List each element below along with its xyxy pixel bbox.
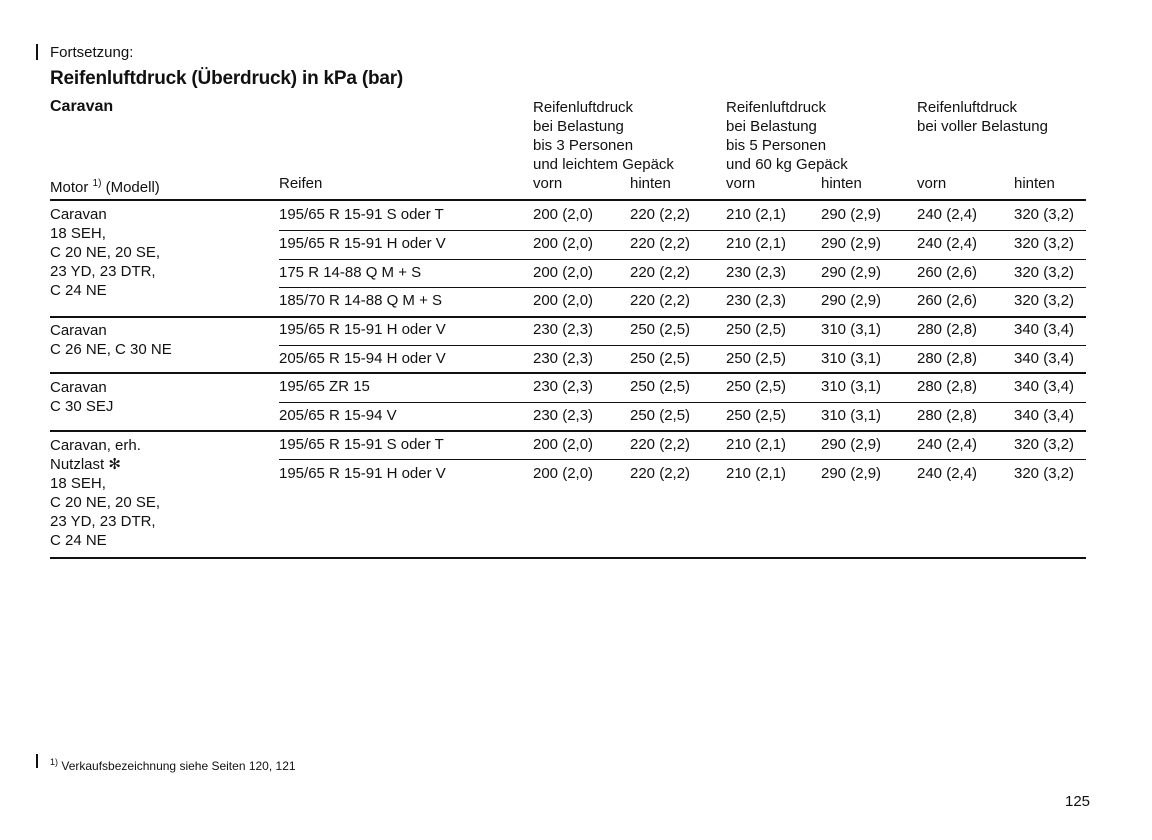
cell-hinten-3: 340 (3,4) [1014,350,1075,367]
page-title: Reifenluftdruck (Überdruck) in kPa (bar) [50,68,404,89]
model-group-3: Caravan C 30 SEJ [50,379,114,415]
column-header-motor [50,174,160,197]
cell-hinten-3: 340 (3,4) [1014,321,1075,338]
cell-hinten-3: 320 (3,2) [1014,292,1075,309]
cell-tire: 185/70 R 14-88 Q M + S [279,292,443,309]
cell-hinten-2: 290 (2,9) [821,436,882,453]
cell-hinten-3: 340 (3,4) [1014,407,1075,424]
cell-hinten-3: 320 (3,2) [1014,264,1075,281]
row-divider [279,345,1086,346]
margin-marker-bottom [36,754,38,768]
group-divider [50,316,1086,318]
cell-hinten-3: 340 (3,4) [1014,378,1075,395]
cell-hinten-2: 290 (2,9) [821,292,882,309]
cell-tire: 195/65 R 15-91 S oder T [279,436,444,453]
column-header-vorn-1: vorn [533,175,563,192]
cell-hinten-2: 310 (3,1) [821,407,882,424]
cell-vorn-3: 280 (2,8) [917,350,978,367]
footnote-mark: 1) [50,757,59,767]
cell-vorn-3: 240 (2,4) [917,206,978,223]
column-header-hinten-2: hinten [821,175,862,192]
cell-vorn-1: 230 (2,3) [533,378,594,395]
row-divider [279,259,1086,260]
cell-tire: 205/65 R 15-94 V [279,407,397,424]
cell-hinten-1: 220 (2,2) [630,292,691,309]
motor-footnote-ref: 1) [92,178,102,189]
cell-vorn-1: 230 (2,3) [533,321,594,338]
cell-hinten-1: 220 (2,2) [630,436,691,453]
column-header-hinten-3: hinten [1014,175,1055,192]
footnote [50,757,296,773]
cell-vorn-1: 200 (2,0) [533,206,594,223]
cell-tire: 195/65 R 15-91 H oder V [279,235,446,252]
cell-vorn-1: 200 (2,0) [533,465,594,482]
cell-hinten-1: 220 (2,2) [630,235,691,252]
group-header-5-persons: Reifenluftdruck bei Belastung bis 5 Personen und 60 kg Gepäck [726,99,848,173]
cell-hinten-2: 310 (3,1) [821,378,882,395]
cell-tire: 195/65 R 15-91 S oder T [279,206,444,223]
cell-hinten-2: 290 (2,9) [821,235,882,252]
row-divider [279,459,1086,460]
cell-tire: 195/65 R 15-91 H oder V [279,465,446,482]
cell-hinten-2: 290 (2,9) [821,465,882,482]
column-header-hinten-1: hinten [630,175,671,192]
cell-vorn-2: 210 (2,1) [726,436,787,453]
cell-tire: 175 R 14-88 Q M + S [279,264,422,281]
cell-vorn-3: 280 (2,8) [917,378,978,395]
footnote-text: Verkaufsbezeichnung siehe Seiten 120, 121 [61,759,296,773]
cell-vorn-3: 260 (2,6) [917,292,978,309]
page-number: 125 [1065,793,1091,810]
motor-suffix: (Modell) [105,179,160,196]
cell-vorn-1: 200 (2,0) [533,235,594,252]
model-group-2: Caravan C 26 NE, C 30 NE [50,322,172,358]
cell-vorn-1: 200 (2,0) [533,264,594,281]
group-divider [50,372,1086,374]
cell-vorn-1: 230 (2,3) [533,407,594,424]
cell-hinten-1: 250 (2,5) [630,350,691,367]
header-rule [50,199,1086,201]
cell-vorn-2: 250 (2,5) [726,350,787,367]
cell-vorn-2: 250 (2,5) [726,321,787,338]
cell-vorn-2: 230 (2,3) [726,264,787,281]
column-header-vorn-2: vorn [726,175,756,192]
cell-tire: 195/65 ZR 15 [279,378,370,395]
cell-vorn-1: 230 (2,3) [533,350,594,367]
cell-vorn-3: 280 (2,8) [917,321,978,338]
cell-vorn-2: 210 (2,1) [726,465,787,482]
cell-vorn-3: 240 (2,4) [917,235,978,252]
cell-hinten-2: 290 (2,9) [821,206,882,223]
section-title: Caravan [50,98,114,115]
continued-label: Fortsetzung: [50,44,134,61]
cell-hinten-1: 220 (2,2) [630,465,691,482]
cell-hinten-2: 310 (3,1) [821,350,882,367]
cell-tire: 195/65 R 15-91 H oder V [279,321,446,338]
model-group-1: Caravan 18 SEH, C 20 NE, 20 SE, 23 YD, 23 DTR, C 24 NE [50,206,161,299]
cell-vorn-2: 250 (2,5) [726,407,787,424]
cell-hinten-1: 220 (2,2) [630,264,691,281]
cell-vorn-1: 200 (2,0) [533,292,594,309]
row-divider [279,287,1086,288]
cell-tire: 205/65 R 15-94 H oder V [279,350,446,367]
cell-hinten-2: 310 (3,1) [821,321,882,338]
group-divider [50,430,1086,432]
cell-hinten-3: 320 (3,2) [1014,206,1075,223]
cell-vorn-3: 280 (2,8) [917,407,978,424]
cell-hinten-1: 250 (2,5) [630,407,691,424]
table-bottom-rule [50,557,1086,559]
column-header-reifen: Reifen [279,175,323,192]
cell-hinten-1: 220 (2,2) [630,206,691,223]
row-divider [279,402,1086,403]
cell-hinten-3: 320 (3,2) [1014,465,1075,482]
cell-hinten-1: 250 (2,5) [630,378,691,395]
cell-hinten-2: 290 (2,9) [821,264,882,281]
column-header-vorn-3: vorn [917,175,947,192]
row-divider [279,230,1086,231]
motor-label: Motor [50,179,89,196]
group-header-3-persons: Reifenluftdruck bei Belastung bis 3 Personen und leichtem Gepäck [533,99,674,173]
cell-vorn-2: 210 (2,1) [726,235,787,252]
cell-vorn-3: 240 (2,4) [917,465,978,482]
cell-hinten-3: 320 (3,2) [1014,235,1075,252]
cell-vorn-1: 200 (2,0) [533,436,594,453]
cell-vorn-3: 240 (2,4) [917,436,978,453]
cell-vorn-2: 250 (2,5) [726,378,787,395]
group-header-full-load: Reifenluftdruck bei voller Belastung [917,99,1048,135]
cell-hinten-1: 250 (2,5) [630,321,691,338]
margin-marker-top [36,44,38,60]
cell-vorn-3: 260 (2,6) [917,264,978,281]
model-group-4: Caravan, erh. Nutzlast ✻ 18 SEH, C 20 NE, 20 SE, 23 YD, 23 DTR, C 24 NE [50,437,161,549]
cell-vorn-2: 230 (2,3) [726,292,787,309]
cell-vorn-2: 210 (2,1) [726,206,787,223]
cell-hinten-3: 320 (3,2) [1014,436,1075,453]
